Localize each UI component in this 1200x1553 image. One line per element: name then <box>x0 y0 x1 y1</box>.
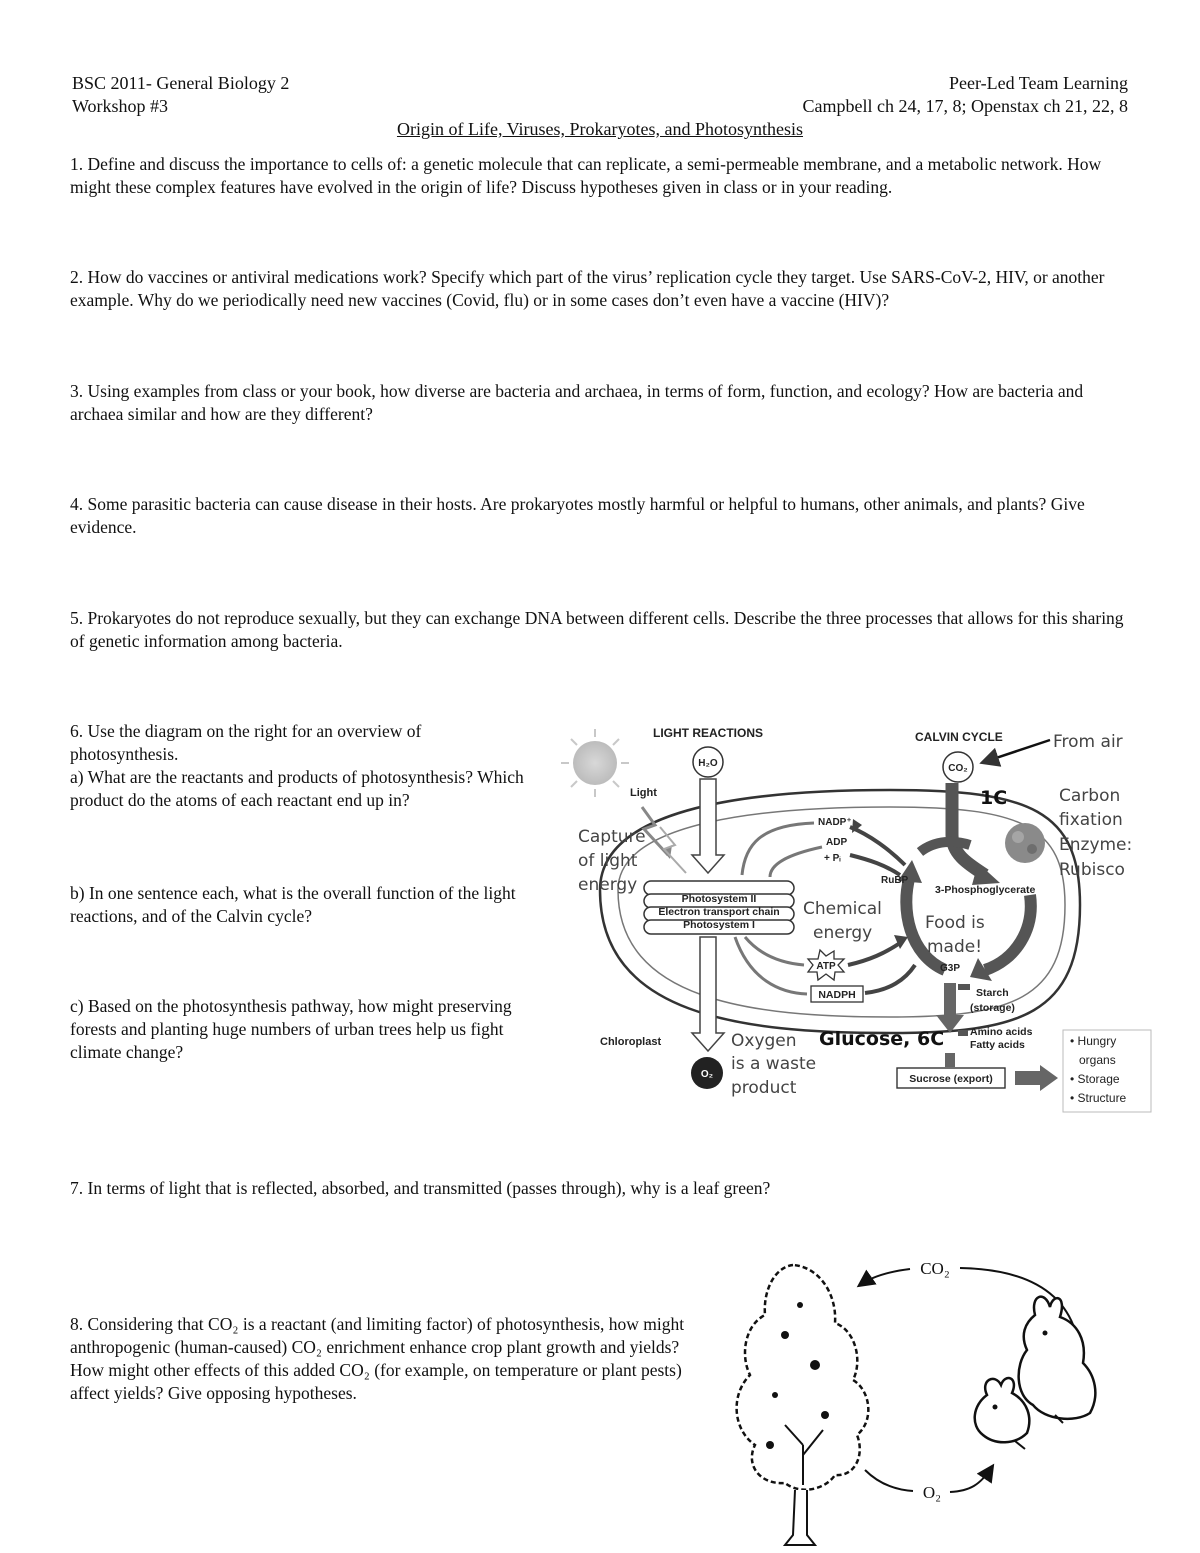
uses-item-hungry: • Hungry <box>1070 1034 1117 1048</box>
question-2: 2. How do vaccines or antiviral medications work? Specify which part of the virus’ replication cycle they target. Use SARS-CoV-2, HIV, or another example. Why do we periodically need new vaccines (Covid, flu) or in some cases don’t even have a vaccine (HIV)? <box>70 267 1105 310</box>
chloroplast-label: Chloroplast <box>600 1036 662 1048</box>
readings: Campbell ch 24, 17, 8; Openstax ch 21, 22, 8 <box>802 96 1128 116</box>
starch-label: Starch <box>976 987 1009 999</box>
chemical-annotation: Chemical <box>803 899 882 919</box>
chemical-energy-annotation: energy <box>813 923 873 943</box>
light-reactions-label: LIGHT REACTIONS <box>653 726 763 740</box>
atp-label: ATP <box>816 961 836 972</box>
question-3: 3. Using examples from class or your book, how diverse are bacteria and archaea, in terms of form, function, and ecology? How are bacteria and archaea similar and how are they different? <box>70 381 1084 424</box>
of-light-annotation: of light <box>578 851 638 871</box>
made-annotation: made! <box>927 937 983 957</box>
waste-annotation: is a waste <box>731 1054 817 1074</box>
gas-exchange-cycle-illustration <box>715 1245 1135 1550</box>
food-annotation: Food is <box>925 913 985 933</box>
light-label: Light <box>630 787 657 799</box>
question-8: 8. Considering that CO₂ is a reactant (and limiting factor) of photosynthesis, how might anthropogenic (human-caused) CO₂ enrichment enhance crop plant growth and yields? How might other effects of this added CO₂ (for example, on temperature or plant pests) affect yields? Give opposing hypotheses. <box>70 1314 685 1403</box>
question-4: 4. Some parasitic bacteria can cause disease in their hosts. Are prokaryotes mostly harmful or helpful to humans, other animals, and plants? Give evidence. <box>70 494 1085 537</box>
pi-label: + Pᵢ <box>824 853 841 864</box>
h2o-label: H₂O <box>698 758 718 769</box>
question-6c: c) Based on the photosynthesis pathway, how might preserving forests and planting huge numbers of urban trees help us fight climate change? <box>70 996 512 1062</box>
photosystem-ii-label: Photosystem II <box>681 893 757 905</box>
question-6a: a) What are the reactants and products of photosynthesis? Which product do the atoms of each reactant end up in? <box>70 767 524 810</box>
product-annotation: product <box>731 1078 797 1098</box>
course-title: BSC 2011- General Biology 2 <box>72 73 290 93</box>
co2-cycle-label: CO₂ <box>920 1259 950 1278</box>
from-air-annotation: From air <box>1053 732 1123 752</box>
enzyme-annotation: Enzyme: <box>1059 835 1133 855</box>
photosystem-i-label: Photosystem I <box>683 919 755 931</box>
one-carbon-annotation: 1C <box>980 787 1008 809</box>
carbon-annotation: Carbon <box>1059 786 1121 806</box>
sun-icon <box>561 729 629 797</box>
co2-label: CO₂ <box>948 763 968 774</box>
uses-list <box>1070 1032 1126 1108</box>
workshop-number: Workshop #3 <box>72 96 169 116</box>
sucrose-label: Sucrose (export) <box>909 1073 993 1085</box>
capture-annotation: Capture <box>578 827 646 847</box>
uses-item-organs: organs <box>1079 1053 1116 1067</box>
question-1: 1. Define and discuss the importance to cells of: a genetic molecule that can replicate, a semi-permeable membrane, and a metabolic network. How might these complex features have evolved in the origin of life? Discuss hypotheses given in class or in your reading. <box>70 154 1102 197</box>
uses-item-storage: • Storage <box>1070 1072 1120 1086</box>
nadph-label: NADPH <box>818 989 856 1001</box>
g3p-label: G3P <box>940 963 961 974</box>
storage-label: (storage) <box>970 1002 1015 1014</box>
pga-label: 3-Phosphoglycerate <box>935 884 1036 896</box>
rubisco-icon <box>1005 823 1045 863</box>
nadp-label: NADP⁺ <box>818 817 852 828</box>
question-5: 5. Prokaryotes do not reproduce sexually, but they can exchange DNA between different cells. Describe the three processes that allows for this sharing of genetic information among bacteria. <box>70 608 1124 651</box>
worksheet-title: Origin of Life, Viruses, Prokaryotes, and Photosynthesis <box>396 119 804 139</box>
fatty-acids-label: Fatty acids <box>970 1039 1025 1051</box>
uses-item-structure: • Structure <box>1070 1091 1127 1105</box>
rubisco-annotation: Rubisco <box>1059 860 1125 880</box>
tree-icon <box>737 1265 869 1545</box>
o2-label: O₂ <box>700 1069 714 1080</box>
question-6-intro: 6. Use the diagram on the right for an overview of photosynthesis. <box>70 721 422 764</box>
calvin-cycle-label: CALVIN CYCLE <box>915 730 1003 744</box>
o2-cycle-label: O₂ <box>922 1483 942 1502</box>
rubp-label: RuBP <box>881 875 909 886</box>
energy-annotation: energy <box>578 875 638 895</box>
rabbits-icon <box>975 1297 1096 1449</box>
etc-label: Electron transport chain <box>658 906 780 918</box>
glucose-annotation: Glucose, 6C <box>819 1028 945 1050</box>
adp-label: ADP <box>826 837 848 848</box>
amino-acids-label: Amino acids <box>970 1026 1033 1038</box>
question-7: 7. In terms of light that is reflected, absorbed, and transmitted (passes through), why is a leaf green? <box>70 1178 771 1198</box>
oxygen-annotation: Oxygen <box>731 1031 797 1051</box>
program-name: Peer-Led Team Learning <box>949 73 1128 93</box>
question-6b: b) In one sentence each, what is the overall function of the light reactions, and of the Calvin cycle? <box>70 883 516 926</box>
fixation-annotation: fixation <box>1059 810 1123 830</box>
